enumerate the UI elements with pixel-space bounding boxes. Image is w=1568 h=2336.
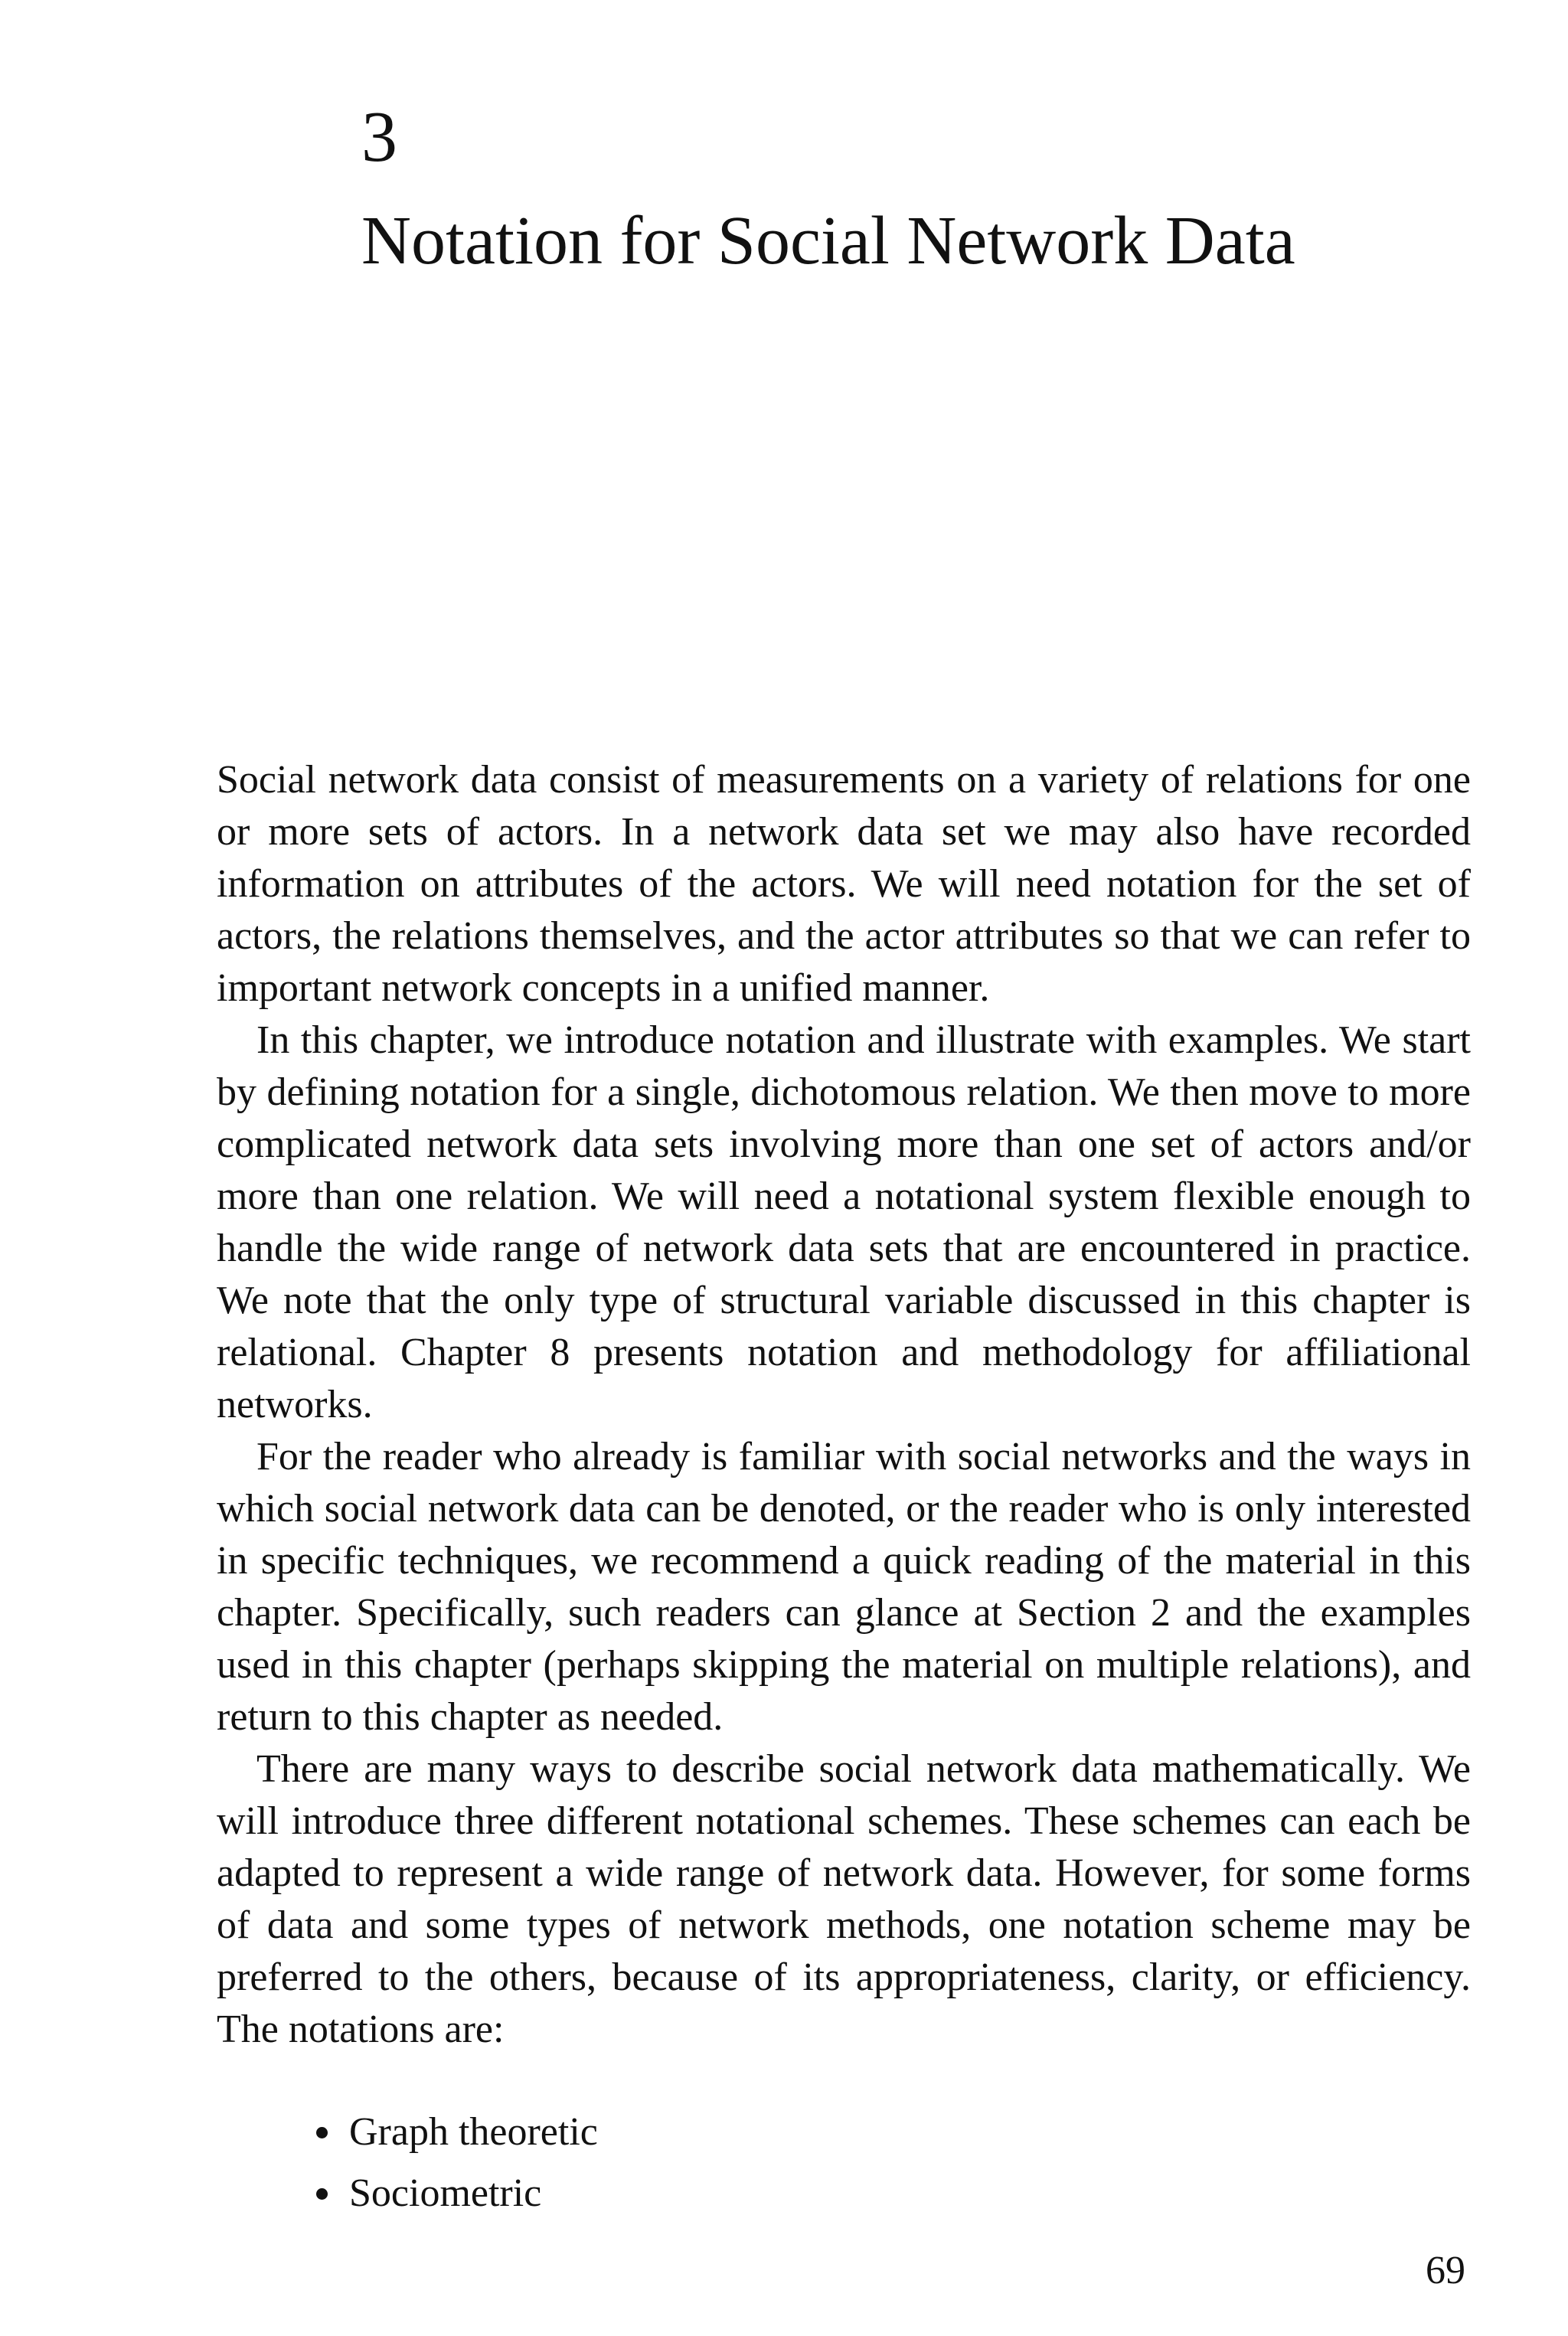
notation-list xyxy=(316,2102,598,2224)
page-number: 69 xyxy=(1426,2249,1465,2292)
list-item xyxy=(316,2163,598,2224)
bullet-icon xyxy=(316,2127,328,2138)
paragraph-reader-guidance: For the reader who already is familiar with social networks and the ways in which social network data can be denoted, or the reader who is only interested in specific techniques, we recommend a quick reading of the material in this chapter. Specifically, such readers can glance at Section 2 and the examples used in this chapter (perhaps skipping the material on multiple relations), and return to this chapter as needed. xyxy=(217,1435,1471,1739)
paragraph-chapter-overview: In this chapter, we introduce notation and illustrate with examples. We start by defining notation for a single, dichotomous relation. We then move to more complicated network data sets involving more than one set of actors and/or more than one relation. We will need a notational system flexible enough to handle the wide range of network data sets that are encountered in practice. We note that the only type of structural variable discussed in this chapter is relational. Chapter 8 presents notation and methodology for affiliational networks. xyxy=(217,1018,1471,1426)
paragraph-intro: Social network data consist of measurements on a variety of relations for one or more sets of actors. In a network data set we may also have recorded information on attributes of the actors. We will need notation for the set of actors, the relations themselves, and the actor attributes so that we can refer to important network concepts in a unified manner. xyxy=(217,758,1471,1010)
chapter-number: 3 xyxy=(361,97,397,177)
list-item xyxy=(316,2102,598,2163)
bullet-icon xyxy=(316,2188,328,2200)
chapter-title: Notation for Social Network Data xyxy=(361,203,1295,279)
list-item-label: Graph theoretic xyxy=(349,2110,598,2154)
list-item-label: Sociometric xyxy=(349,2171,542,2215)
body-text xyxy=(217,754,1471,2056)
paragraph-notation-schemes: There are many ways to describe social network data mathematically. We will introduce three different notational schemes. These schemes can each be adapted to represent a wide range of network data. However, for some forms of data and some types of network methods, one notation scheme may be preferred to the others, because of its appropriateness, clarity, or efficiency. The notations are: xyxy=(217,1747,1471,2051)
